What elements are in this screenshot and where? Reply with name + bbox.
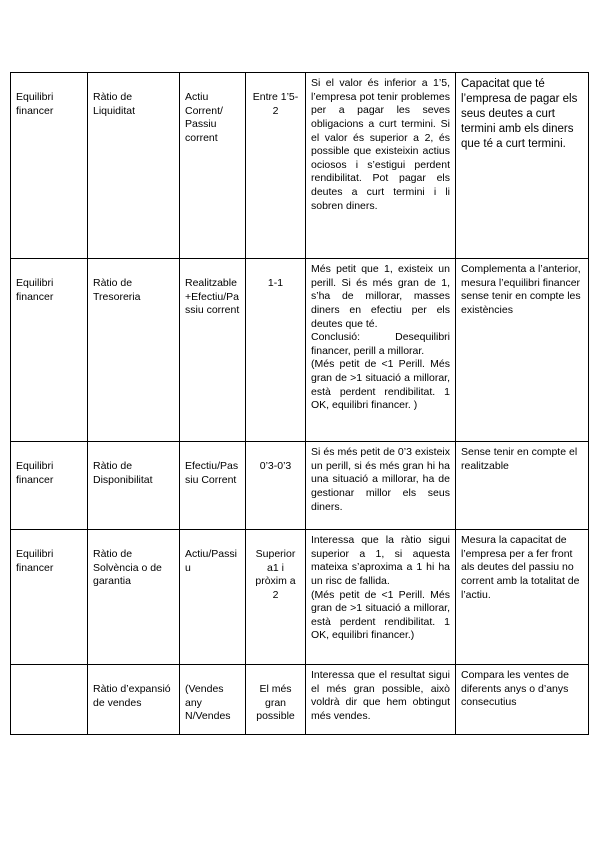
table-row xyxy=(11,530,589,665)
interpretation-text: (Més petit de <1 Perill. Més gran de >1 situació a millorar, està perdent rendibilitat. 1 OK, equilibri financer. ) xyxy=(311,358,450,412)
interpretation-text: Si és més petit de 0’3 existeix un perill, si és més gran hi ha una situació a millorar, ha de gestionar millor els seus diners. xyxy=(311,446,450,513)
target-value-cell: El més gran possible xyxy=(246,665,306,735)
area-cell: Equilibri financer xyxy=(11,442,88,530)
interpretation-cell xyxy=(306,665,456,735)
purpose-cell: Compara les ventes de diferents anys o d’anys consecutius xyxy=(456,665,589,735)
area-cell: Equilibri financer xyxy=(11,259,88,442)
area-cell xyxy=(11,665,88,735)
interpretation-cell xyxy=(306,73,456,259)
ratio-name-cell: Ràtio de Tresoreria xyxy=(88,259,180,442)
interpretation-text: Si el valor és inferior a 1’5, l’empresa pot tenir problemes per a pagar les seves obligacions a curt termini. Si el valor és superior a 2, és possible que existeixin actius ociosos i s’estigui perdent rendibilitat. Pot pagar els deutes a curt termini i li sobren diners. xyxy=(311,77,450,212)
interpretation-cell xyxy=(306,259,456,442)
target-value-cell: Superior a1 i pròxim a 2 xyxy=(246,530,306,665)
purpose-cell: Complementa a l’anterior, mesura l’equilibri financer sense tenir en compte les existències xyxy=(456,259,589,442)
interpretation-text: Interessa que el resultat sigui el més gran possible, això voldrà dir que hem obtingut més vendes. xyxy=(311,669,450,722)
formula-cell: Efectiu/Passiu Corrent xyxy=(180,442,246,530)
interpretation-cell xyxy=(306,530,456,665)
area-cell: Equilibri financer xyxy=(11,73,88,259)
formula-cell: Actiu/Passiu xyxy=(180,530,246,665)
ratio-name-cell: Ràtio de Disponibilitat xyxy=(88,442,180,530)
table-row xyxy=(11,73,589,259)
ratio-name-cell: Ràtio d’expansió de vendes xyxy=(88,665,180,735)
interpretation-text: Conclusió: Desequilibri financer, perill a millorar. xyxy=(311,331,450,357)
target-value-cell: 0’3-0’3 xyxy=(246,442,306,530)
purpose-cell: Mesura la capacitat de l’empresa per a fer front als deutes del passiu no corrent amb la totalitat de l’actiu. xyxy=(456,530,589,665)
purpose-cell: Sense tenir en compte el realitzable xyxy=(456,442,589,530)
ratios-table xyxy=(10,72,589,735)
formula-cell: Realitzable +Efectiu/Passiu corrent xyxy=(180,259,246,442)
table-row xyxy=(11,665,589,735)
interpretation-text: (Més petit de <1 Perill. Més gran de >1 situació a millorar, està perdent rendibilitat. 1 OK, equilibri financer.) xyxy=(311,588,450,642)
interpretation-text: Més petit que 1, existeix un perill. Si és més gran de 1, s’ha de millorar, masses diners en efectiu per els deutes que té. xyxy=(311,263,450,330)
purpose-cell: Capacitat que té l’empresa de pagar els seus deutes a curt termini amb els diners que té a curt termini. xyxy=(456,73,589,259)
ratio-name-cell: Ràtio de Liquiditat xyxy=(88,73,180,259)
interpretation-cell xyxy=(306,442,456,530)
target-value-cell: Entre 1’5-2 xyxy=(246,73,306,259)
table-row xyxy=(11,259,589,442)
interpretation-text: Interessa que la ràtio sigui superior a 1, si aquesta mateixa s’aproxima a 1 hi ha un risc de fallida. xyxy=(311,534,450,587)
table-row xyxy=(11,442,589,530)
ratio-name-cell: Ràtio de Solvència o de garantia xyxy=(88,530,180,665)
formula-cell: Actiu Corrent/ Passiu corrent xyxy=(180,73,246,259)
target-value-cell: 1-1 xyxy=(246,259,306,442)
area-cell: Equilibri financer xyxy=(11,530,88,665)
formula-cell: (Vendes any N/Vendes xyxy=(180,665,246,735)
